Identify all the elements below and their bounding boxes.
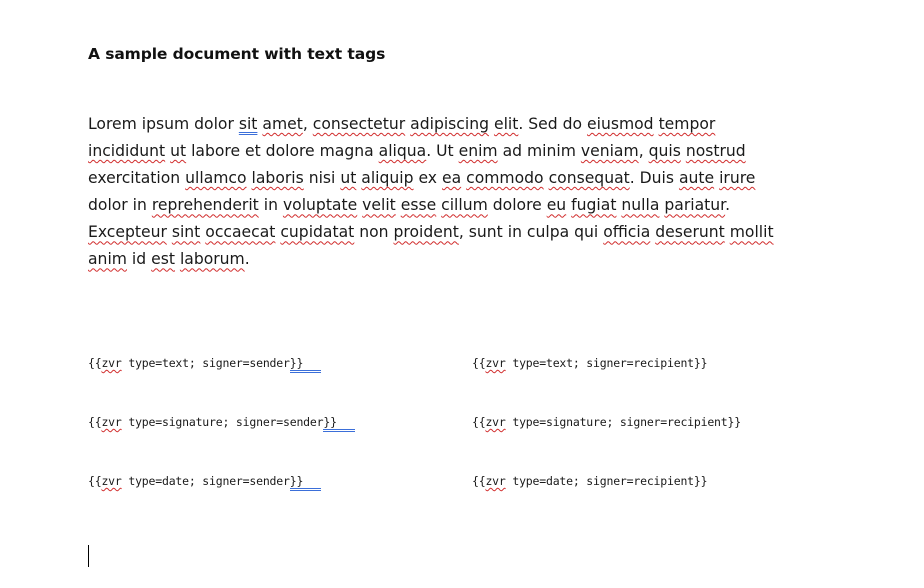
grammar-flagged-word: sit [238,115,258,133]
tag-body: type=signature; signer=recipient}} [505,415,741,429]
spelling-flagged-word: velit [362,196,396,215]
tag-recipient-date [472,474,707,488]
spelling-flagged-word: consectetur [312,115,406,133]
text-run: Lorem ipsum dolor [88,115,239,133]
tag-prefix: {{ [88,415,102,429]
paragraph-line [88,111,828,138]
spelling-flagged-word: aute [678,169,715,188]
paragraph-line [88,219,828,246]
spelling-flagged-word: irure [719,169,756,188]
spelling-flagged-word: commodo [466,169,544,188]
spelling-flagged-word: esse [400,196,437,215]
spelling-flagged-word: aliquip [361,169,414,188]
text-run: ex [413,169,442,188]
paragraph-line [88,192,828,219]
spelling-flagged-word: adipiscing [410,115,489,133]
tag-body: type=text; signer=sender [121,356,290,370]
tag-keyword: zvr [485,356,506,370]
spelling-flagged-word: ut [170,142,187,161]
text-run: non [354,223,394,242]
tag-prefix: {{ [88,356,102,370]
tag-recipient-signature [472,415,741,429]
text-run: , [638,142,649,161]
spelling-flagged-word: laboris [251,169,304,188]
spelling-flagged-word: cillum [441,196,488,215]
tag-prefix: {{ [472,415,486,429]
text-run: dolore [487,196,547,215]
spelling-flagged-word: ut [340,169,357,188]
paragraph-line [88,138,828,165]
spelling-flagged-word: anim [88,250,127,269]
spelling-flagged-word: nulla [621,196,660,215]
spelling-flagged-word: laborum [179,250,245,269]
spelling-flagged-word: amet [262,115,303,133]
tag-suffix: }} [290,474,321,491]
text-run: exercitation [88,169,186,188]
spelling-flagged-word: mollit [729,223,774,242]
spelling-flagged-word: occaecat [205,223,276,242]
spelling-flagged-word: aliqua [378,142,427,161]
spelling-flagged-word: reprehenderit [151,196,259,215]
text-run: . Sed do [518,115,588,133]
tag-prefix: {{ [472,356,486,370]
document-title: A sample document with text tags [88,45,386,63]
text-run: dolor in [88,196,152,215]
tag-keyword: zvr [101,474,122,488]
spelling-flagged-word: proident [393,223,459,242]
tag-keyword: zvr [485,474,506,488]
spelling-flagged-word: deserunt [655,223,725,242]
spelling-flagged-word: consequat [548,169,630,188]
text-run: in [258,196,283,215]
text-run: . Duis [629,169,679,188]
spelling-flagged-word: pariatur [664,196,726,215]
tag-body: type=date; signer=recipient}} [505,474,708,488]
tag-prefix: {{ [472,474,486,488]
spelling-flagged-word: ea [442,169,462,188]
spelling-flagged-word: voluptate [282,196,358,215]
text-run: . [244,250,250,269]
text-run: labore et dolore magna [186,142,379,161]
spelling-flagged-word: ullamco [185,169,247,188]
paragraph-line [88,246,828,273]
tag-prefix: {{ [88,474,102,488]
tag-keyword: zvr [101,356,122,370]
tag-sender-text [88,356,321,370]
body-paragraph [88,111,828,274]
text-run: ad minim [497,142,581,161]
text-cursor [88,545,89,567]
spelling-flagged-word: incididunt [88,142,166,161]
tag-sender-date [88,474,321,488]
tag-sender-signature [88,415,355,429]
paragraph-line [88,165,828,192]
spelling-flagged-word: enim [458,142,498,161]
spelling-flagged-word: officia [603,223,651,242]
tag-body: type=signature; signer=sender [121,415,324,429]
text-run: . Ut [426,142,459,161]
spelling-flagged-word: eu [546,196,567,215]
spelling-flagged-word: Excepteur [88,223,167,242]
text-run: id [126,250,152,269]
text-run: nisi [303,169,341,188]
tag-body: type=text; signer=recipient}} [505,356,708,370]
text-run: . [725,196,731,215]
spelling-flagged-word: veniam [580,142,639,161]
tag-keyword: zvr [485,415,506,429]
spelling-flagged-word: fugiat [571,196,617,215]
tag-suffix: }} [290,356,321,373]
spelling-flagged-word: cupidatat [280,223,355,242]
tag-body: type=date; signer=sender [121,474,290,488]
text-run: , [302,115,313,133]
spelling-flagged-word: est [151,250,175,269]
spelling-flagged-word: tempor [658,115,716,133]
tag-recipient-text [472,356,707,370]
text-run: , sunt in culpa qui [458,223,604,242]
spelling-flagged-word: quis [648,142,681,161]
spelling-flagged-word: eiusmod [587,115,654,133]
spelling-flagged-word: elit [493,115,519,133]
spelling-flagged-word: sint [171,223,201,242]
tag-suffix: }} [323,415,354,432]
tag-keyword: zvr [101,415,122,429]
spelling-flagged-word: nostrud [685,142,746,161]
